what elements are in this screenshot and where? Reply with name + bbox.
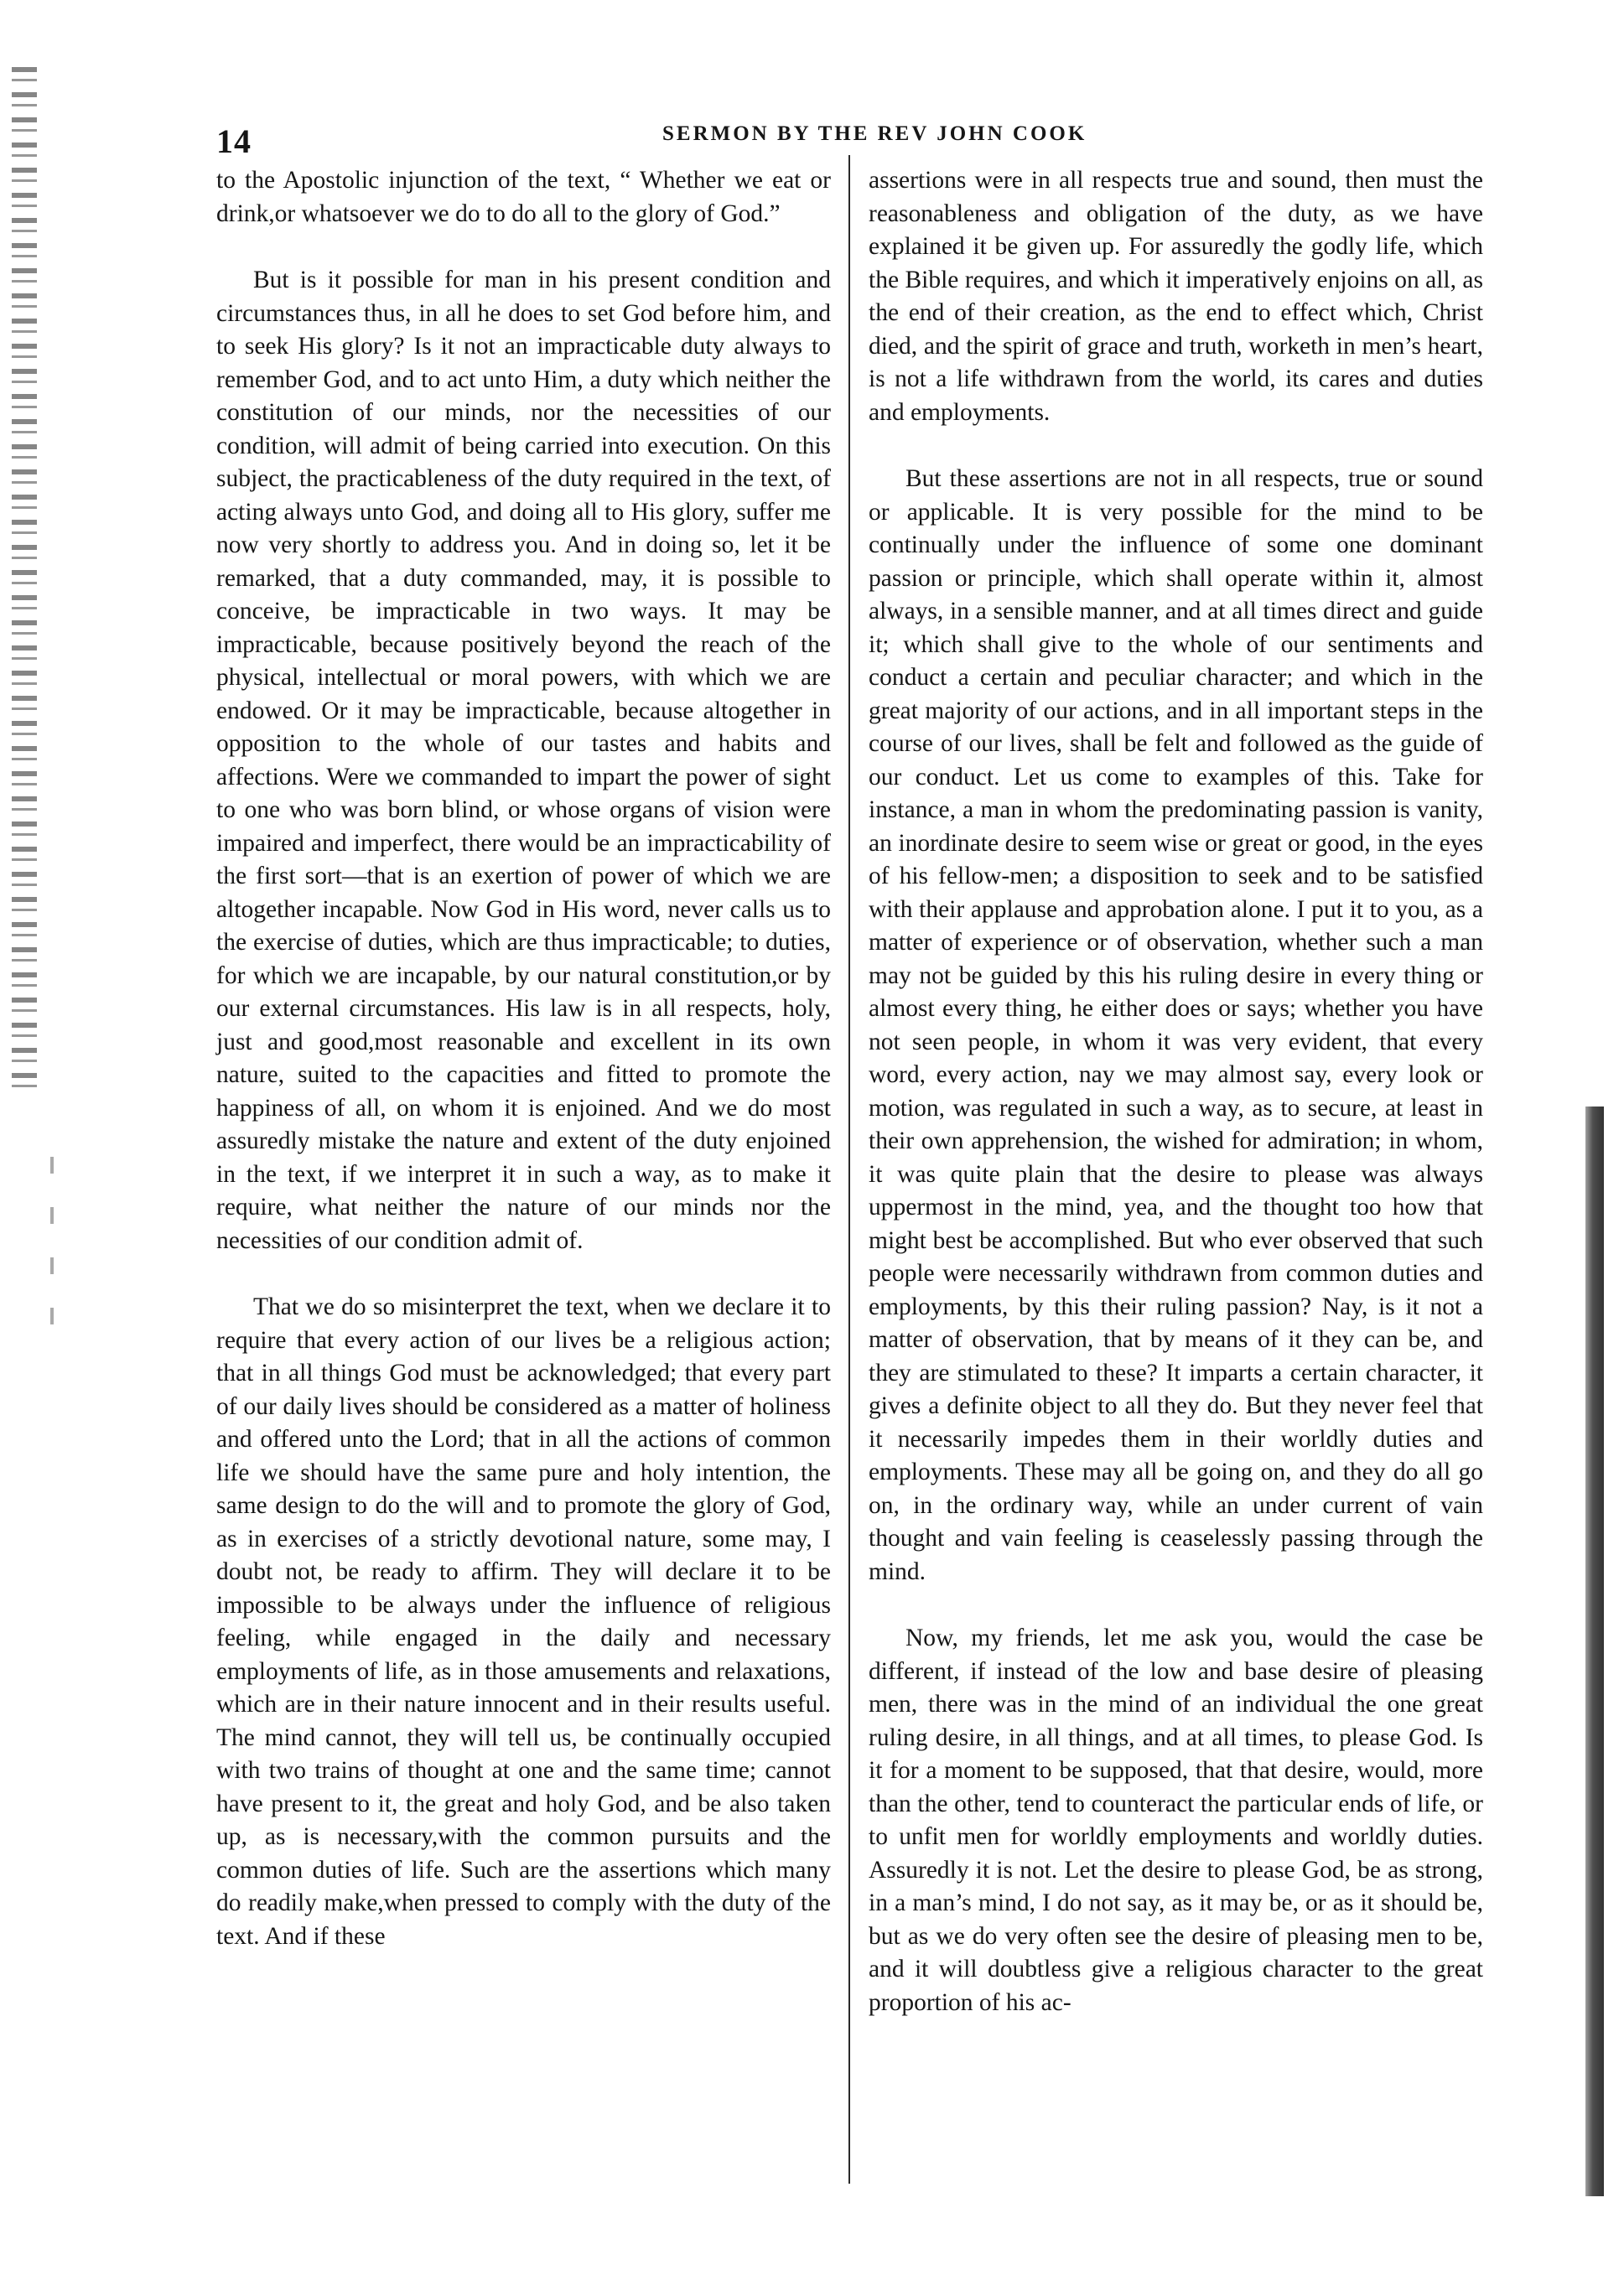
left-column [216, 164, 831, 1953]
paragraph: But is it possible for man in his present condition and circumstances thus, in all he does to set God before him, and to seek His glory? Is it not an impracticable duty always to remember God, and to act unto Him, a duty which neither the constitution of our minds, nor the necessities of our condition, will admit of being carried into execution. On this subject, the practicableness of the duty required in the text, of acting always unto God, and doing all to His glory, suffer me now very shortly to address you. And in doing so, let it be remarked, that a duty commanded, may, it is possible to conceive, be impracticable in two ways. It may be impracticable, because positively beyond the reach of the physical, intellectual or moral powers, with which we are endowed. Or it may be impracticable, because altogether in opposition to the whole of our tastes and habits and affections. Were we commanded to impart the power of sight to one who was born blind, or whose organs of vision were impaired and imperfect, there would be an impracticability of the first sort—that is an exertion of power of which we are altogether incapable. Now God in His word, never calls us to the exercise of duties, which are thus impracticable; to duties, for which we are incapable, by our natural constitution,or by our external circumstances. His law is in all respects, holy, just and good,most reasonable and excellent in its own nature, suited to the capacities and fitted to promote the happiness of all, on whom it is enjoined. And we do most assuredly mistake the nature and extent of the duty enjoined in the text, if we interpret it in such a way, as to make it require, what neither the nature of our minds nor the necessities of our condition admit of. [216, 267, 831, 1254]
page-edge-shadow [1585, 1107, 1604, 2196]
right-column [869, 164, 1483, 2019]
page-binding-mark [50, 1157, 54, 1341]
paragraph: assertions were in all respects true and sound, then must the reasonableness and obligation of the duty, as we have explained it be given up. For assuredly the godly life, which the Bible requires, and which it imperatively enjoins on all, as the end of their creation, as the end to effect which, Christ died, and the spirit of grace and truth, worketh in men’s heart, is not a life withdrawn from the world, its cares and duties and employments. [869, 167, 1483, 426]
running-head: SERMON BY THE REV JOHN COOK [662, 122, 1087, 145]
column-divider [848, 155, 850, 2184]
paragraph: Now, my friends, let me ask you, would the case be different, if instead of the low and base desire of pleasing men, there was in the mind of an individual the one great ruling desire, in all things, and at all times, to please God. Is it for a moment to be supposed, that that desire, would, more than the other, tend to counteract the particular ends of life, or to unfit men for worldly employments and worldly duties. Assuredly it is not. Let the desire to please God, be as strong, in a man’s mind, I do not say, as it may be, or as it should be, but as we do very often see the desire of pleasing men to be, and it will doubtless give a religious character to the great proportion of his ac- [869, 1625, 1483, 2016]
page-binding-edge [12, 67, 37, 1098]
page-number: 14 [216, 122, 252, 160]
paragraph: That we do so misinterpret the text, when we declare it to require that every action of our lives be a religious action; that in all things God must be acknowledged; that every part of our daily lives should be considered as a matter of holiness and offered unto the Lord; that in all the actions of common life we should have the same pure and holy intention, the same design to do the will and to promote the glory of God, as in exercises of a strictly devotional nature, some may, I doubt not, be ready to affirm. They will declare it to be impossible to be always under the influence of religious feeling, while engaged in the daily and necessary employments of life, as in those amusements and relaxations, which are in their nature innocent and in their results useful. The mind cannot, they will tell us, be continually occupied with two trains of thought at one and the same time; cannot have present to it, the great and holy God, and be also taken up, as is necessary,with the common pursuits and the common duties of life. Such are the assertions which many do readily make,when pressed to comply with the duty of the text. And if these [216, 1293, 831, 1950]
paragraph: to the Apostolic injunction of the text, “ Whether we eat or drink,or whatsoever we do to do all to the glory of God.” [216, 167, 831, 227]
paragraph: But these assertions are not in all respects, true or sound or applicable. It is very possible for the mind to be continually under the influence of some one dominant passion or principle, which shall operate within it, almost always, in a sensible manner, and at all times direct and guide it; which shall give to the whole of our sentiments and conduct a certain and peculiar character; and which in the great majority of our actions, and in all important steps in the course of our lives, shall be felt and followed as the guide of our conduct. Let us come to examples of this. Take for instance, a man in whom the predominating passion is vanity, an inordinate desire to seem wise or great or good, in the eyes of his fellow-men; a disposition to seek and to be satisfied with their applause and approbation alone. I put it to you, as a matter of experience or of observation, whether such a man may not be guided by this his ruling desire in every thing or almost every thing, he either does or says; whether you have not seen people, in whom it was very evident, that every word, every action, nay we may almost say, every look or motion, was regulated in such a way, as to secure, at least in their own apprehension, the wished for admiration; in whom, it was quite plain that the desire to please was always uppermost in the mind, yea, and the thought too how that might best be accomplished. But who ever observed that such people were necessarily withdrawn from common duties and employments, by this their ruling passion? Nay, is it not a matter of observation, that by means of it they can be, and they are stimulated to these? It imparts a certain character, it gives a definite object to all they do. But they never feel that it necessarily impedes them in their worldly duties and employments. These may all be going on, and they do all go on, in the ordinary way, while an under current of vain thought and vain feeling is ceaselessly passing through the mind. [869, 465, 1483, 1585]
